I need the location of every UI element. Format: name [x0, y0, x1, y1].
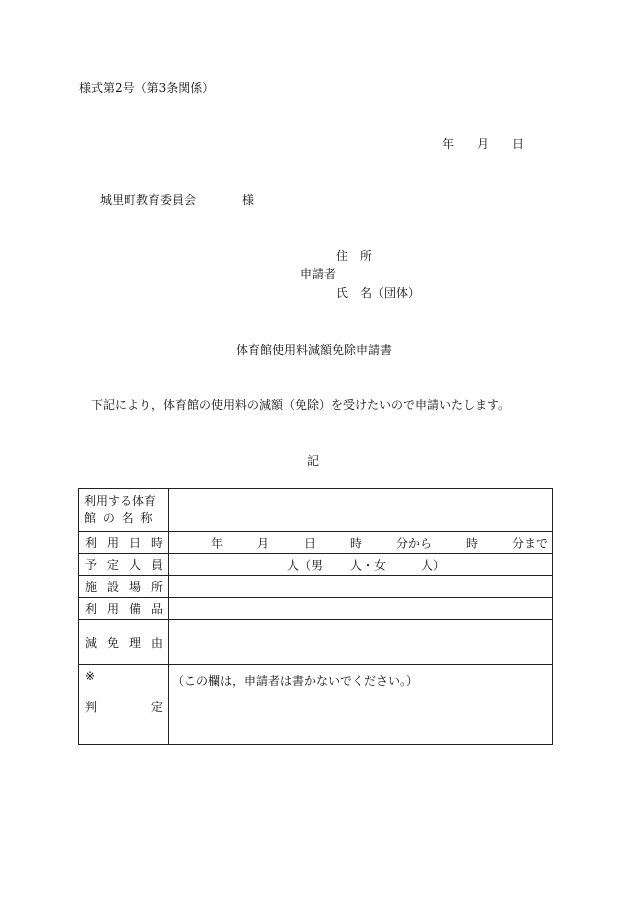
judgement-label-left: 判 — [85, 700, 98, 714]
reduction-reason-field[interactable] — [169, 620, 553, 665]
people-total: 人（男 — [287, 558, 324, 572]
addressee-name: 城里町教育委員会 — [100, 193, 197, 207]
reduction-reason-label: 減 免 理 由 — [85, 635, 163, 650]
expected-people-label-cell — [79, 554, 169, 576]
usage-month: 月 — [257, 536, 270, 550]
document-title: 体育館使用料減額免除申請書 — [236, 343, 393, 357]
date-line — [0, 138, 630, 152]
gym-name-label-line2: 館 の 名 称 — [84, 511, 154, 525]
gym-name-label-line1: 利用する体育 — [84, 494, 157, 508]
usage-year: 年 — [211, 536, 224, 550]
equipment-label: 利 用 備 品 — [85, 602, 163, 616]
table-row — [79, 665, 553, 745]
judgement-label-cell — [79, 665, 169, 745]
usage-datetime-label: 利 用 日 時 — [85, 536, 163, 550]
usage-hour-end: 時 — [466, 536, 479, 550]
table-row — [79, 598, 553, 620]
table-row — [79, 620, 553, 665]
date-year: 年 — [442, 137, 455, 151]
gym-name-field[interactable] — [169, 489, 553, 532]
applicant-label: 申請者 — [300, 267, 337, 281]
equipment-label-cell — [79, 598, 169, 620]
judgement-label-right: 定 — [150, 700, 163, 714]
addressee-honorific: 様 — [242, 193, 255, 207]
table-row — [79, 532, 553, 554]
equipment-field[interactable] — [169, 598, 553, 620]
date-month: 月 — [477, 137, 490, 151]
facility-location-field[interactable] — [169, 576, 553, 598]
ki-label: 記 — [307, 454, 320, 468]
judgement-field — [169, 665, 553, 745]
facility-location-label: 施 設 場 所 — [85, 580, 163, 594]
people-close: 人） — [421, 558, 446, 572]
expected-people-field[interactable] — [169, 554, 553, 576]
usage-datetime-field[interactable] — [169, 532, 553, 554]
usage-datetime-label-cell — [79, 532, 169, 554]
applicant-address-label: 住 所 — [336, 249, 373, 263]
date-day: 日 — [512, 137, 525, 151]
usage-from: 分から — [396, 536, 433, 550]
table-row — [79, 554, 553, 576]
gym-name-label-cell — [79, 489, 169, 532]
usage-until: 分まで — [512, 536, 549, 550]
people-female: 人・女 — [350, 558, 387, 572]
form-number: 様式第2号（第3条関係） — [79, 81, 215, 95]
usage-day: 日 — [304, 536, 317, 550]
table-row — [79, 576, 553, 598]
expected-people-label: 予 定 人 員 — [85, 558, 163, 572]
usage-hour-start: 時 — [350, 536, 363, 550]
judgement-mark: ※ — [85, 669, 96, 683]
reduction-reason-label-cell — [79, 620, 169, 665]
applicant-name-label: 氏 名（団体） — [336, 286, 421, 300]
application-table — [78, 488, 553, 745]
table-row — [79, 489, 553, 532]
intro-text: 下記により，体育館の使用料の減額（免除）を受けたいので申請いたします。 — [91, 398, 511, 412]
judgement-note: （この欄は，申請者は書かないでください。） — [172, 674, 419, 688]
facility-location-label-cell — [79, 576, 169, 598]
